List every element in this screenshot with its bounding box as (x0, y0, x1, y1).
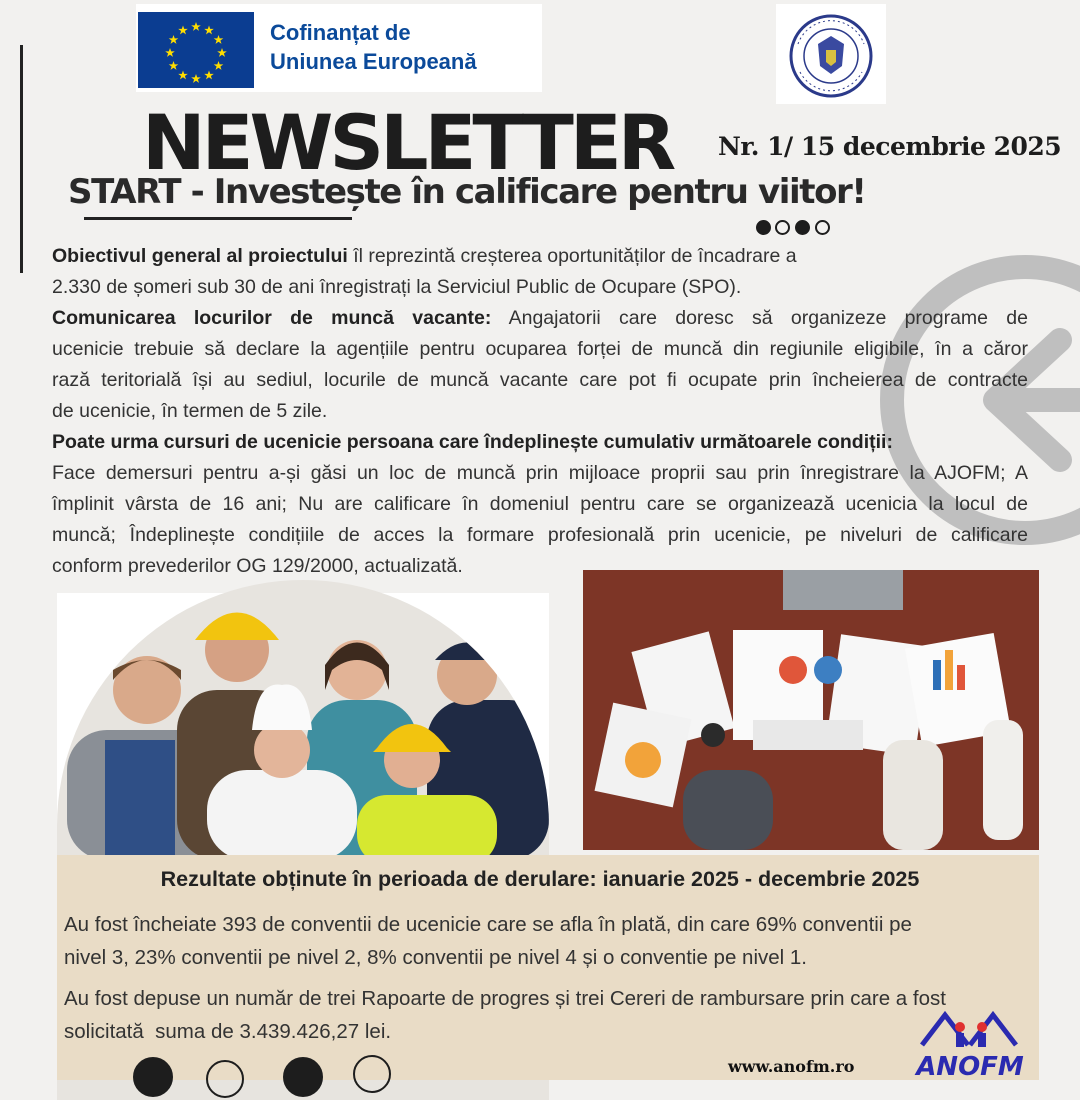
objective-paragraph (52, 241, 1012, 303)
vacancies-label: Comunicarea locurilor de muncă vacante: (52, 307, 492, 329)
objective-text-line2: 2.330 de șomeri sub 30 de ani înregistrați la Serviciul Public de Ocupare (SPO). (52, 276, 742, 298)
conditions-line-4: conform prevederilor OG 129/2000, actualizată. (52, 555, 463, 577)
eu-logo-line2: Uniunea Europeană (270, 49, 477, 74)
anofm-logo-text: ANOFM (916, 1052, 1024, 1080)
conditions-paragraph (52, 427, 1028, 582)
anofm-logo (900, 1005, 1040, 1080)
vacancies-line-1: Angajatorii care doresc să organizeze programe de (491, 307, 1028, 329)
results-paragraph-1 (64, 908, 1014, 974)
subtitle-underline (84, 217, 352, 220)
conditions-label: Poate urma cursuri de ucenicie persoana care îndeplinește cumulativ următoarele condiții: (52, 431, 893, 453)
vacancies-paragraph (52, 303, 1028, 427)
vacancies-line-3: rază teritorială își au sediul, locurile de muncă vacante care pot fi ocupate prin încheierea de contracte (52, 369, 1028, 391)
newsletter-title: NEWSLETTER (142, 98, 673, 187)
desk-documents-photo (583, 570, 1039, 850)
eu-logo-text (270, 18, 477, 76)
eu-logo-line1: Cofinanțat de (270, 20, 411, 45)
results-para1-line1: Au fost încheiate 393 de conventii de ucenicie care se afla în plată, din care 69% conventii pe (64, 913, 912, 936)
issue-number-date: Nr. 1/ 15 decembrie 2025 (718, 132, 1062, 161)
conditions-line-1: Face demersuri pentru a-și găsi un loc de muncă prin mijloace proprii sau prin înregistrare la AJOFM; A (52, 462, 1028, 484)
results-para1-line2: nivel 3, 23% conventii pe nivel 2, 8% conventii pe nivel 4 și o conventie pe nivel 1. (64, 946, 808, 969)
dot-outline-icon (775, 220, 790, 235)
left-decorative-bar (20, 45, 23, 273)
results-paragraph-2 (64, 982, 1014, 1048)
objective-label: Obiectivul general al proiectului (52, 245, 348, 267)
dot-filled-icon (133, 1057, 173, 1097)
dot-filled-icon (795, 220, 810, 235)
conditions-line-3: muncă; Îndeplinește condițiile de acces la formare profesională prin ucenicie, pe niveluri de calificare (52, 524, 1028, 546)
vacancies-line-4: de ucenicie, în termen de 5 zile. (52, 400, 328, 422)
eu-flag-icon (138, 12, 254, 88)
results-title: Rezultate obținute în perioada de derulare: ianuarie 2025 - decembrie 2025 (160, 867, 920, 891)
dot-filled-icon (756, 220, 771, 235)
dot-outline-icon (206, 1060, 244, 1098)
website-link[interactable]: www.anofm.ro (728, 1057, 855, 1076)
dot-outline-icon (815, 220, 830, 235)
objective-text: îl reprezintă creșterea oportunităților de încadrare a (347, 245, 797, 267)
project-subtitle: START - Investește în calificare pentru viitor! (68, 172, 866, 212)
conditions-line-2: împlinit vârsta de 16 ani; Nu are calificare în domeniul pentru care se organizează ucenicia la locul de (52, 493, 1028, 515)
results-para2-line1: Au fost depuse un număr de trei Rapoarte de progres și trei Cereri de rambursare prin care a fost (64, 987, 946, 1010)
vacancies-line-2: ucenicie trebuie să declare la agențiile pentru ocuparea forței de muncă din regiunile eligibile, în a căror (52, 338, 1028, 360)
government-seal-icon (776, 4, 886, 104)
dot-outline-icon (353, 1055, 391, 1093)
dot-filled-icon (283, 1057, 323, 1097)
results-para2-line2: solicitată suma de 3.439.426,27 lei. (64, 1020, 392, 1043)
